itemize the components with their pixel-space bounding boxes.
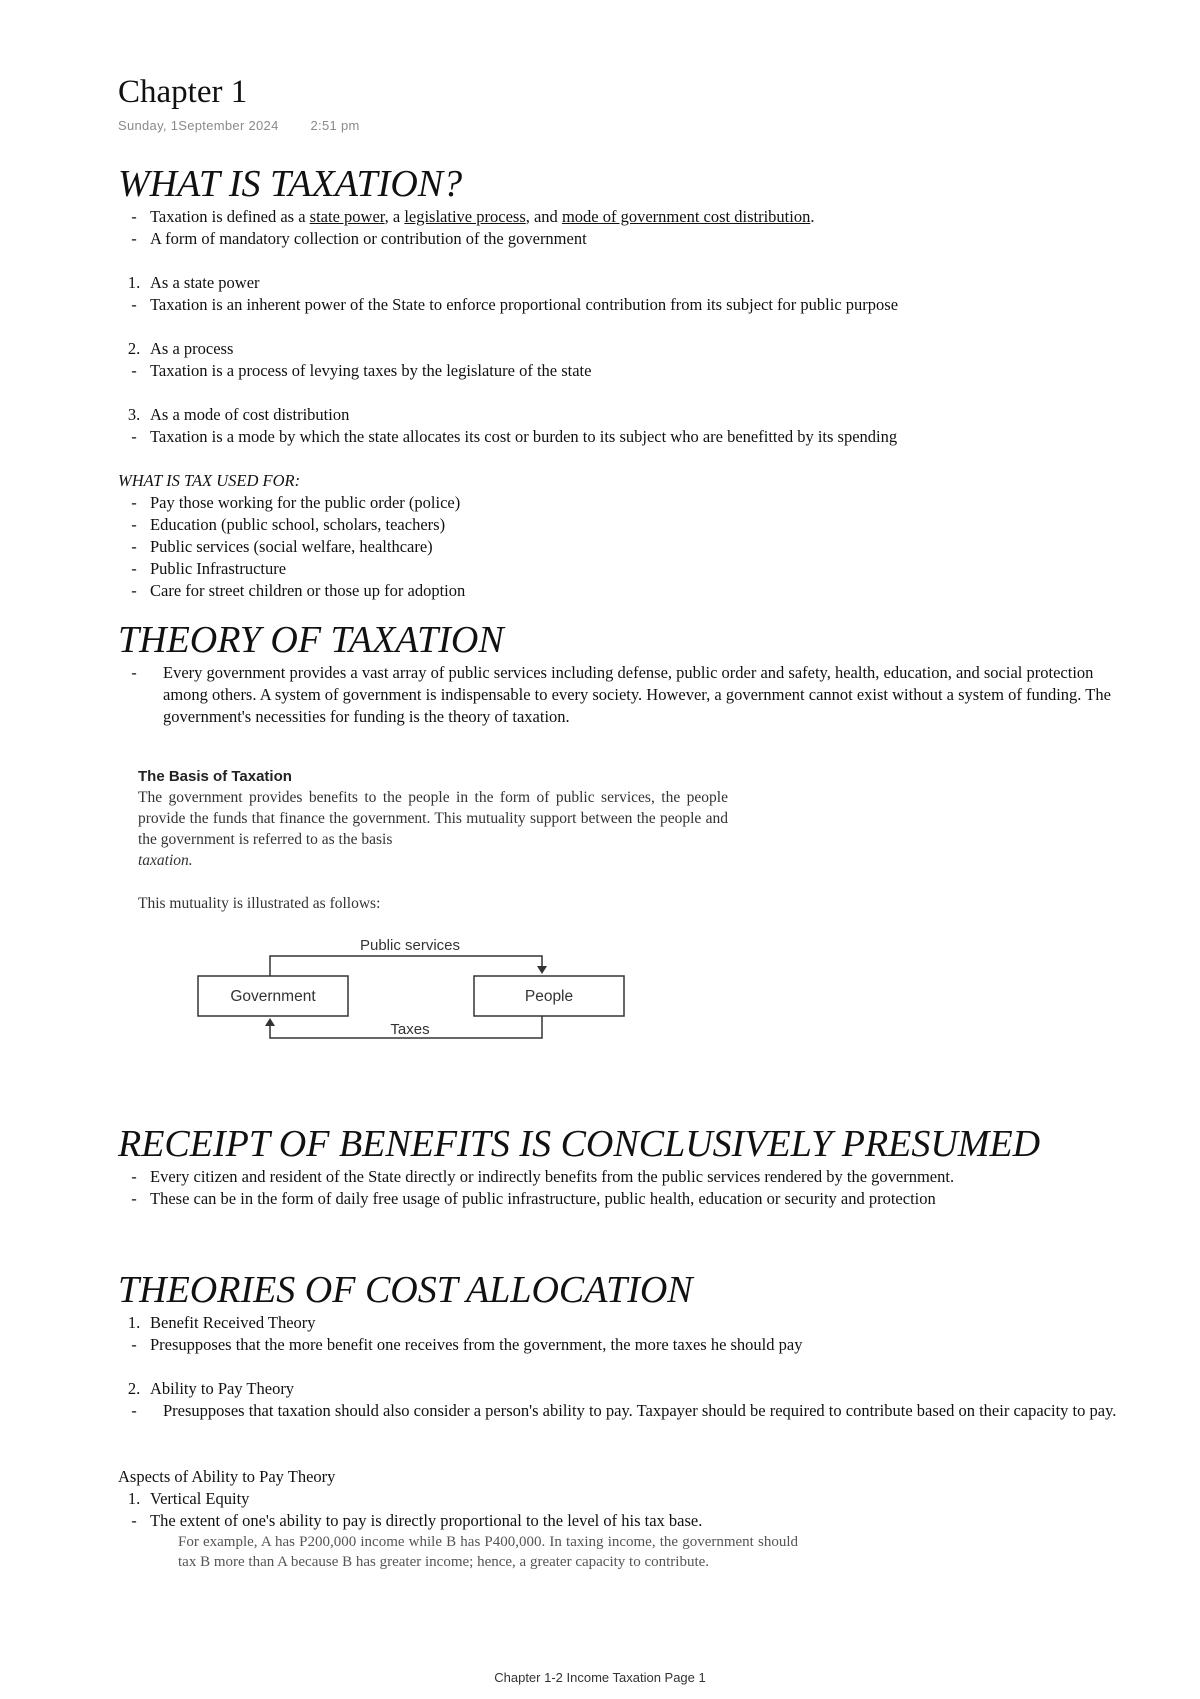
list-item: - Education (public school, scholars, teachers) xyxy=(131,515,446,534)
heading-cost-allocation: THEORIES OF COST ALLOCATION xyxy=(118,1269,693,1311)
term-state-power: state power xyxy=(309,207,385,226)
basis-of-taxation-excerpt xyxy=(138,768,738,871)
services-arrowhead xyxy=(537,966,547,974)
bullet-state-power-detail: - Taxation is an inherent power of the State to enforce proportional contribution from its subject for public purpose xyxy=(131,295,899,314)
list-item: - Public Infrastructure xyxy=(131,559,287,578)
bullet-benefit-received-detail: - Presupposes that the more benefit one receives from the government, the more taxes he should pay xyxy=(131,1335,803,1354)
diagram-label-government: Government xyxy=(230,988,316,1005)
basis-title: The Basis of Taxation xyxy=(138,768,292,785)
heading-theory-of-taxation: THEORY OF TAXATION xyxy=(118,619,504,661)
bullet-marker: - xyxy=(131,207,137,226)
bullet-theory-paragraph: - Every government provides a vast array of public services including defense, public order and safety, health, education, and social protection among others. A system of government is indispensable to every society. However, a government cannot exist without a system of funding. The government's necessities for funding is the theory of taxation. xyxy=(131,663,1111,726)
list-item-cost-distribution: 3. As a mode of cost distribution xyxy=(127,405,350,424)
heading-receipt-of-benefits: RECEIPT OF BENEFITS IS CONCLUSIVELY PRESUMED xyxy=(118,1123,1041,1165)
list-item-state-power: 1. As a state power xyxy=(127,273,260,292)
diagram-label-public-services: Public services xyxy=(359,937,461,954)
page-footer: Chapter 1-2 Income Taxation Page 1 xyxy=(494,1670,706,1685)
list-item: - These can be in the form of daily free usage of public infrastructure, public health, education or security and protection xyxy=(131,1189,936,1208)
heading-what-is-taxation: WHAT IS TAXATION? xyxy=(118,163,463,205)
list-item: - Every citizen and resident of the State directly or indirectly benefits from the public services rendered by the government. xyxy=(131,1167,955,1186)
taxes-arrowhead xyxy=(265,1018,275,1026)
list-item: - Care for street children or those up for adoption xyxy=(131,581,466,600)
list-item-process: 2. As a process xyxy=(127,339,234,358)
example-excerpt: For example, A has P200,000 income while B has P400,000. In taxing income, the government should tax B more than A because B has greater income; hence, a greater capacity to contribute. xyxy=(178,1534,798,1570)
subheading-aspects: Aspects of Ability to Pay Theory xyxy=(118,1467,336,1486)
list-item: - Pay those working for the public order (police) xyxy=(131,493,461,512)
bullet-cost-distribution-detail: - Taxation is a mode by which the state allocates its cost or burden to its subject who are benefitted by its spending xyxy=(131,427,898,446)
bullet-ability-to-pay-detail: - Presupposes that taxation should also consider a person's ability to pay. Taxpayer should be required to contribute based on their capacity to pay. xyxy=(131,1401,1117,1420)
basis-paragraph: The government provides benefits to the people in the form of public services, the people provide the funds that finance the government. This mutuality support between the people and the government is referred to as the basis taxation. xyxy=(138,789,728,869)
diagram-label-taxes: Taxes xyxy=(390,1021,430,1038)
list-item-vertical-equity: 1. Vertical Equity xyxy=(127,1489,250,1508)
mutuality-caption: This mutuality is illustrated as follows: xyxy=(138,895,381,912)
page-timestamp xyxy=(118,118,360,133)
diagram-label-people: People xyxy=(524,988,574,1005)
subheading-tax-used-for: WHAT IS TAX USED FOR: xyxy=(118,471,301,490)
mutuality-diagram xyxy=(190,930,630,1050)
bullet-mandatory-collection: - A form of mandatory collection or contribution of the government xyxy=(131,229,587,248)
bullet-definition: - Taxation is defined as a state power, a legislative process, and mode of government cost distribution. xyxy=(118,206,814,228)
page-time: 2:51 pm xyxy=(310,118,360,133)
list-item: - Public services (social welfare, healthcare) xyxy=(131,537,433,556)
page-date: Sunday, 1September 2024 xyxy=(118,118,279,133)
page-title: Chapter 1 xyxy=(118,74,248,110)
bullet-vertical-equity-detail: - The extent of one's ability to pay is directly proportional to the level of his tax base. xyxy=(131,1511,703,1530)
term-cost-distribution: mode of government cost distribution xyxy=(561,207,811,226)
bullet-process-detail: - Taxation is a process of levying taxes by the legislature of the state xyxy=(131,361,592,380)
list-item-benefit-received: 1. Benefit Received Theory xyxy=(127,1313,316,1332)
list-item-ability-to-pay: 2. Ability to Pay Theory xyxy=(127,1379,295,1398)
services-arrow-path xyxy=(270,956,542,976)
term-legislative-process: legislative process xyxy=(404,207,526,226)
